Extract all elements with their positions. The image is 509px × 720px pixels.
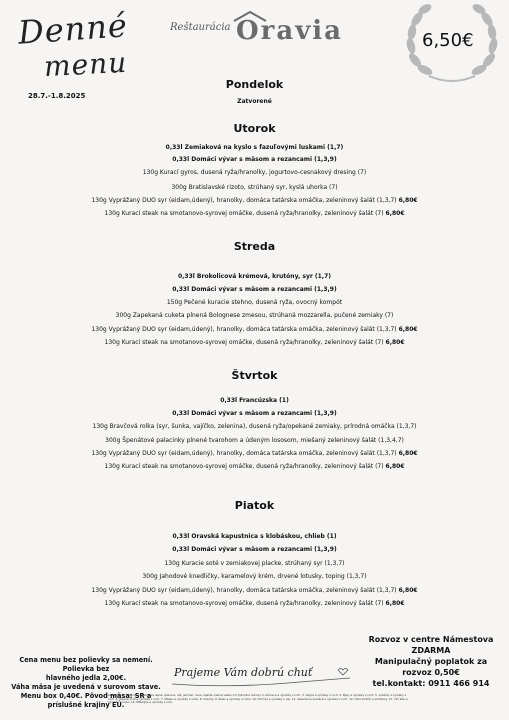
item-price: 6,80€ <box>398 326 418 333</box>
item-price: 6,80€ <box>385 210 405 217</box>
menu-item: Zatvorené <box>237 98 272 105</box>
delivery-line: rozvoz 0,50€ <box>402 668 460 677</box>
delivery-line: Manipulačný poplatok za <box>374 657 488 666</box>
item-price: 6,80€ <box>385 600 405 607</box>
logo-name: Oravia <box>236 16 344 46</box>
menu-item: 130g Bravčová rolka (syr, šunka, vajíčko, zelenina), dusená ryža/opekané zemiaky, prírodná omáčka (1,3,7) <box>92 423 417 430</box>
soup-item: 0,33l Francúzska (1) <box>220 397 289 404</box>
menu-item: 130g Kurací steak na smotanovo-syrovej omáčke, dusená ryža/hranolky, zeleninový šalát (7) 6,80€ <box>104 600 405 607</box>
footer-note-line: Menu box 0,40€. Pôvod mäsa: SR a príslušné krajiny EÚ. <box>20 692 152 709</box>
menu-item: 130g Vyprážaný DUO syr (eidam,údený), hranolky, domáca tatárska omáčka, zeleninový šalát (1,3,7) 6,80€ <box>91 587 418 594</box>
menu-item: 130g Kurací gyros, dusená ryža/hranolky, jogurtovo-cesnakový dresing (7) <box>142 169 367 176</box>
soup-item: 0,33l Oravská kapustnica s klobáskou, chlieb (1) <box>172 533 337 540</box>
day-heading-streda: Streda <box>233 240 276 253</box>
menu-item: 130g Kuracie soté v zemiakovej placke, strúhaný syr (1,3,7) <box>164 560 345 567</box>
signature-text: Prajeme Vám dobrú chuť <box>174 666 313 679</box>
menu-item: 150g Pečené kuracie stehno, dusená ryža, ovocný kompót <box>166 299 343 306</box>
footer-note-line: Váha mäsa je uvedená v surovom stave. <box>11 683 161 691</box>
date-range: 28.7.-1.8.2025 <box>28 92 86 100</box>
day-heading-stvrtok: Štvrtok <box>231 369 278 382</box>
soup-item: 0,33l Zemiaková na kyslo s fazuľovými luskami (1,7) <box>165 144 344 151</box>
logo-subtitle: Reštaurácia <box>170 22 231 33</box>
item-price: 6,80€ <box>385 339 405 346</box>
title-menu: menu <box>43 45 128 84</box>
menu-item: 300g Špenátové palacinky plnené tvarohom a údeným lososom, miešaný zeleninový šalát (1,3,4,7) <box>105 437 404 444</box>
phone-contact: tel.kontakt: 0911 466 914 <box>372 679 490 688</box>
item-price: 6,80€ <box>398 587 418 594</box>
menu-item: 300g Jahodové knedličky, karamelový krém, drvené lotusky, toping (1,3,7) <box>142 573 367 580</box>
delivery-line: ZDARMA <box>411 646 451 655</box>
day-heading-utorok: Utorok <box>233 122 276 135</box>
item-price: 6,80€ <box>385 463 405 470</box>
menu-item: 300g Bratislavské rizoto, strúhaný syr, kyslá uhorka (7) <box>171 184 338 191</box>
delivery-line: Rozvoz v centre Námestova <box>368 635 494 644</box>
menu-item: 130g Kurací steak na smotanovo-syrovej omáčke, dusená ryža/hranolky, zeleninový šalát (7) 6,80€ <box>104 339 405 346</box>
soup-item: 0,33l Domáci vývar s mäsom a rezancami (1,3,9) <box>172 410 337 417</box>
item-price: 6,80€ <box>398 197 418 204</box>
day-heading-piatok: Piatok <box>234 499 275 512</box>
soup-item: 0,33l Domáci vývar s mäsom a rezancami (1,3,9) <box>172 546 337 553</box>
title-denne: Denné <box>16 6 129 52</box>
menu-item: 130g Kurací steak na smotanovo-syrovej omáčke, dusená ryža/hranolky, zeleninový šalát (7) 6,80€ <box>104 210 405 217</box>
menu-item: 130g Kurací steak na smotanovo-syrovej omáčke, dusená ryža/hranolky, zeleninový šalát (7) 6,80€ <box>104 463 405 470</box>
day-heading-pondelok: Pondelok <box>225 78 284 91</box>
menu-item: 130g Vyprážaný DUO syr (eidam,údený), hranolky, domáca tatárska omáčka, zeleninový šalát (1,3,7) 6,80€ <box>91 197 418 204</box>
allergen-list: Alergény: 1. Obilniny obsahujúce lepok, pšenica, raž, jačmeň, ovos, špalda, kamut alebo ich hybridné odrody. 2. Kôrovce a výrobky z nich. 3. Vajcia a výrobky z nich. 4. Ryby a výrobky z nich. 5. Arašidy a výrobky z nich. 6. Sójové zrná a výrobky z nich. 7. Mlieko a výrobky z neho. 8. Orechy. 9. Zeler a výrobky z neho. 10. Horčica a výrobky z nej. 11. Sezamové semená a výrobky z nich. 12. Oxid siričitý a siričitany. 13. Vlčí bôb a výrobky z neho. 14. Mäkkýše a výrobky z nich. <box>108 693 408 705</box>
delivery-info <box>356 634 506 689</box>
menu-item: 300g Zapekaná cuketa plnená Bolognese zmesou, strúhaná mozzarella, pučené zemiaky (7) <box>115 312 394 319</box>
menu-item: 130g Vyprážaný DUO syr (eidam,údený), hranolky, domáca tatárska omáčka, zeleninový šalát (1,3,7) 6,80€ <box>91 450 418 457</box>
menu-price: 6,50€ <box>422 30 474 51</box>
soup-item: 0,33l Domáci vývar s mäsom a rezancami (1,3,9) <box>172 156 337 163</box>
footer-note-line: Cena menu bez polievky sa nemení. Polievka bez <box>19 656 153 673</box>
soup-item: 0,33l Domáci vývar s mäsom a rezancami (1,3,9) <box>172 286 337 293</box>
item-price: 6,80€ <box>398 450 418 457</box>
restaurant-logo <box>168 8 344 46</box>
footer-note-line: hlavného jedla 2,00€. <box>45 674 127 682</box>
menu-item: 130g Vyprážaný DUO syr (eidam,údený), hranolky, domáca tatárska omáčka, zeleninový šalát (1,3,7) 6,80€ <box>91 326 418 333</box>
soup-item: 0,33l Brokolicová krémová, krutóny, syr (1,7) <box>177 273 332 280</box>
